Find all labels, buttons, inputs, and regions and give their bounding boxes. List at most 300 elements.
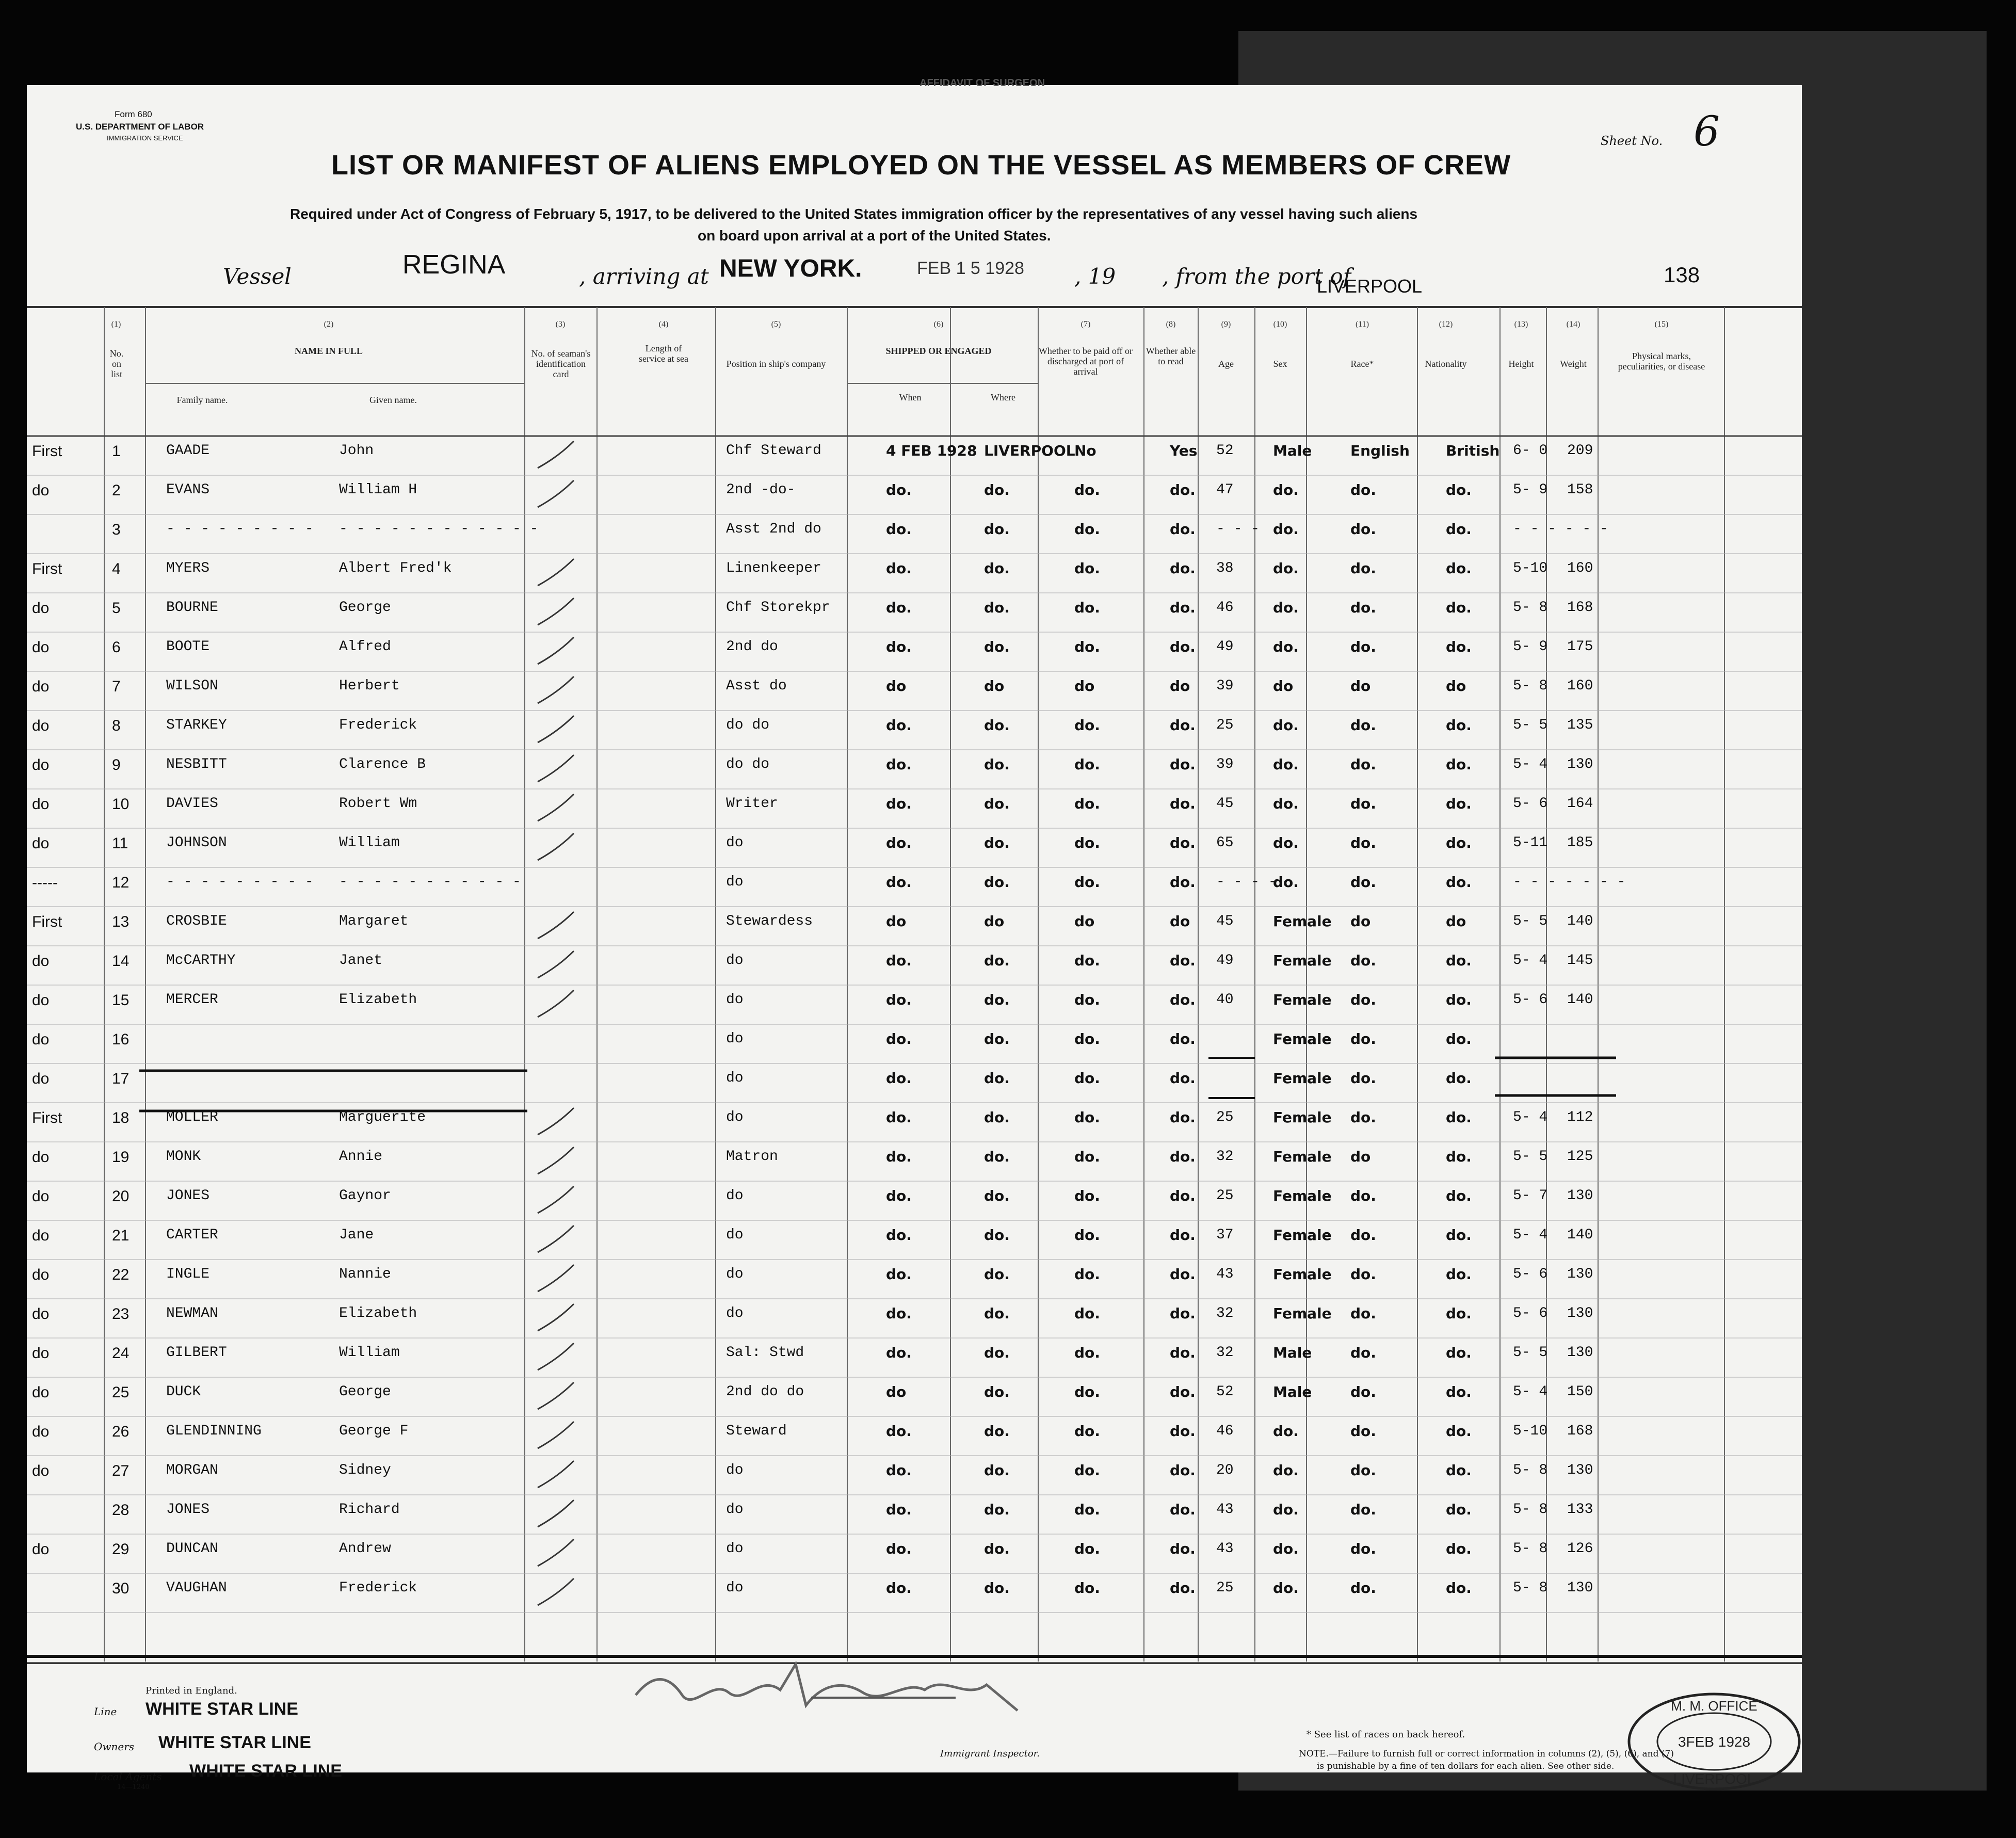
cell-family: GAADE	[166, 443, 210, 459]
cell-age: 37	[1216, 1227, 1234, 1243]
cell-pos: do	[726, 874, 744, 890]
cell-sex: do.	[1273, 1579, 1299, 1597]
cell-when: do.	[886, 1070, 912, 1087]
sheet-label: Sheet No.	[1601, 134, 1663, 148]
cell-ht: 6- 0	[1513, 443, 1548, 459]
header-sex: Sex	[1273, 359, 1287, 369]
cell-ht: 5- 4	[1513, 756, 1548, 772]
col-num-2: (2)	[324, 320, 334, 329]
cell-wt: 145	[1567, 953, 1593, 969]
owners-value: WHITE STAR LINE	[158, 1733, 311, 1752]
cell-cls: do	[32, 1149, 50, 1166]
cell-where: do	[984, 913, 1005, 930]
col-num-11: (11)	[1355, 320, 1369, 329]
cell-paid: do.	[1074, 717, 1100, 734]
cell-race: do.	[1350, 1266, 1376, 1283]
cell-where: do.	[984, 1344, 1010, 1361]
cell-family: MOLLER	[166, 1109, 218, 1125]
cell-race: do.	[1350, 560, 1376, 577]
cell-given: Andrew	[339, 1541, 391, 1557]
cell-pos: do	[726, 1305, 744, 1321]
cell-race: do.	[1350, 1187, 1376, 1204]
cell-when: do.	[886, 1148, 912, 1165]
header-name-in-full: NAME IN FULL	[294, 346, 363, 356]
cell-age: - - - -	[1216, 874, 1277, 890]
cell-family: NEWMAN	[166, 1305, 218, 1321]
cell-family: MORGAN	[166, 1462, 218, 1478]
cell-paid: do.	[1074, 1227, 1100, 1244]
cell-given: Janet	[339, 953, 383, 969]
cell-pos: do	[726, 1462, 744, 1478]
cell-wt: 209	[1567, 443, 1593, 459]
cell-nat: do	[1446, 913, 1466, 930]
cell-cls: do	[32, 600, 50, 617]
line-value: WHITE STAR LINE	[146, 1699, 298, 1719]
cell-ht: - - - - - -	[1513, 521, 1608, 537]
cell-no: 13	[112, 913, 130, 930]
cell-read: do	[1170, 678, 1190, 695]
cell-no: 28	[112, 1502, 130, 1519]
header-race: Race*	[1350, 359, 1374, 369]
cell-nat: do.	[1446, 1540, 1472, 1557]
cell-ht: 5- 5	[1513, 913, 1548, 929]
cell-when: do.	[886, 756, 912, 773]
cell-sex: do.	[1273, 1462, 1299, 1479]
cell-when: do.	[886, 1501, 912, 1518]
header-no-on-list: No. on list	[109, 348, 124, 379]
cell-where: do.	[984, 1227, 1010, 1244]
cell-paid: do.	[1074, 1187, 1100, 1204]
cell-nat: do.	[1446, 1462, 1472, 1479]
stamp-date-text: 3FEB 1928	[1678, 1734, 1751, 1750]
cell-paid: do.	[1074, 1030, 1100, 1047]
cell-cls: First	[32, 1109, 62, 1126]
form-number: Form 680	[115, 109, 152, 119]
cell-where: do.	[984, 1305, 1010, 1322]
cell-nat: do.	[1446, 834, 1472, 851]
cell-where: do.	[984, 599, 1010, 616]
cell-no: 22	[112, 1266, 130, 1283]
cell-race: do.	[1350, 874, 1376, 891]
cell-wt: 158	[1567, 482, 1593, 498]
cell-when: do.	[886, 560, 912, 577]
port-of-departure: LIVERPOOL	[1317, 276, 1423, 297]
printed-in: Printed in England.	[146, 1685, 237, 1696]
cell-wt: 130	[1567, 1345, 1593, 1361]
cell-sex: do.	[1273, 638, 1299, 655]
cell-ht: 5- 8	[1513, 600, 1548, 616]
cell-no: 21	[112, 1227, 130, 1244]
cell-given: Jane	[339, 1227, 374, 1243]
cell-pos: Asst do	[726, 678, 787, 694]
cell-no: 11	[112, 835, 128, 852]
cell-no: 25	[112, 1384, 130, 1401]
cell-nat: do.	[1446, 952, 1472, 969]
cell-race: do.	[1350, 1579, 1376, 1597]
cell-where: do.	[984, 1423, 1010, 1440]
cell-where: LIVERPOOL	[984, 442, 1075, 459]
cell-wt: 168	[1567, 600, 1593, 616]
cell-race: do	[1350, 678, 1371, 695]
cell-sex: do.	[1273, 717, 1299, 734]
cell-wt: 135	[1567, 717, 1593, 733]
cell-read: do.	[1170, 1501, 1196, 1518]
inspector-label: Immigrant Inspector.	[940, 1748, 1040, 1759]
cell-sex: do.	[1273, 521, 1299, 538]
cell-wt: 130	[1567, 1266, 1593, 1282]
cell-wt: 150	[1567, 1384, 1593, 1400]
cell-pos: do	[726, 1070, 744, 1086]
cell-family: MYERS	[166, 560, 210, 576]
cell-age: 52	[1216, 1384, 1234, 1400]
arriving-label: , arriving at	[579, 264, 709, 289]
cell-wt: 130	[1567, 756, 1593, 772]
col-num-5: (5)	[771, 320, 781, 329]
cell-given: William	[339, 1345, 400, 1361]
cell-ht: 5- 6	[1513, 796, 1548, 812]
col-num-8: (8)	[1166, 320, 1176, 329]
cell-read: do.	[1170, 991, 1196, 1008]
header-family-name: Family name.	[176, 395, 228, 405]
cell-when: do.	[886, 1344, 912, 1361]
cell-when: do.	[886, 1266, 912, 1283]
cell-no: 8	[112, 717, 121, 734]
cell-wt: 160	[1567, 678, 1593, 694]
cell-cls: do	[32, 1423, 50, 1440]
cell-family: MERCER	[166, 992, 218, 1008]
note-line1: NOTE.—Failure to furnish full or correct information in columns (2), (5), (6), and (7)	[1299, 1749, 1674, 1759]
col-num-9: (9)	[1221, 320, 1231, 329]
cell-sex: Female	[1273, 952, 1332, 969]
cell-paid: do.	[1074, 952, 1100, 969]
owners-label: Owners	[94, 1740, 135, 1753]
top-note: AFFIDAVIT OF SURGEON	[920, 77, 1045, 89]
cell-pos: do do	[726, 756, 770, 772]
cell-wt: 168	[1567, 1423, 1593, 1439]
cell-given: Annie	[339, 1149, 383, 1165]
cell-sex: do	[1273, 678, 1294, 695]
cell-wt: 130	[1567, 1188, 1593, 1204]
cell-pos: do	[726, 1502, 744, 1518]
cell-pos: Matron	[726, 1149, 778, 1165]
cell-ht: 5- 6	[1513, 992, 1548, 1008]
cell-paid: do.	[1074, 756, 1100, 773]
cell-ht: 5- 5	[1513, 717, 1548, 733]
cell-pos: do	[726, 1188, 744, 1204]
cell-pos: Stewardess	[726, 913, 813, 929]
page-number: 138	[1664, 263, 1700, 287]
cell-given: - - - - - - - - - - -	[339, 874, 521, 890]
cell-no: 1	[112, 443, 121, 460]
cell-age: 45	[1216, 913, 1234, 929]
cell-sex: Female	[1273, 1305, 1332, 1322]
cell-sex: Female	[1273, 1148, 1332, 1165]
cell-pos: 2nd -do-	[726, 482, 796, 498]
cell-paid: do.	[1074, 1266, 1100, 1283]
cell-where: do.	[984, 756, 1010, 773]
cell-age: 43	[1216, 1541, 1234, 1557]
cell-sex: Male	[1273, 1344, 1312, 1361]
cell-given: Herbert	[339, 678, 400, 694]
cell-no: 9	[112, 756, 121, 773]
cell-family: CARTER	[166, 1227, 218, 1243]
cell-sex: Female	[1273, 1266, 1332, 1283]
cell-wt: 140	[1567, 1227, 1593, 1243]
cell-when: do.	[886, 991, 912, 1008]
cell-where: do.	[984, 874, 1010, 891]
cell-paid: do.	[1074, 1462, 1100, 1479]
cell-pos: do	[726, 992, 744, 1008]
cell-pos: Asst 2nd do	[726, 521, 821, 537]
cell-age: 25	[1216, 717, 1234, 733]
header-where: Where	[991, 392, 1015, 402]
header-able-to-read: Whether able to read	[1146, 346, 1196, 366]
cell-paid: do.	[1074, 599, 1100, 616]
cell-where: do.	[984, 795, 1010, 812]
cell-family: BOURNE	[166, 600, 218, 616]
cell-when: do	[886, 678, 907, 695]
cell-nat: do.	[1446, 1227, 1472, 1244]
cell-race: do	[1350, 1148, 1371, 1165]
cell-age: 39	[1216, 678, 1234, 694]
cell-pos: Steward	[726, 1423, 787, 1439]
cell-paid: do.	[1074, 1501, 1100, 1518]
cell-age: 25	[1216, 1188, 1234, 1204]
cell-no: 10	[112, 796, 130, 813]
cell-where: do.	[984, 1187, 1010, 1204]
col-num-3: (3)	[555, 320, 566, 329]
cell-cls: do	[32, 835, 50, 852]
cell-read: do.	[1170, 1383, 1196, 1400]
header-when: When	[899, 392, 922, 402]
mm-office-stamp	[1624, 1690, 1804, 1793]
cell-ht: 5- 8	[1513, 1502, 1548, 1518]
cell-ht: 5- 4	[1513, 953, 1548, 969]
cell-no: 6	[112, 639, 121, 656]
cell-given: Margaret	[339, 913, 409, 929]
cell-sex: Female	[1273, 1030, 1332, 1047]
cell-pos: do	[726, 835, 744, 851]
cell-when: 4 FEB 1928	[886, 442, 977, 459]
cell-paid: do.	[1074, 1305, 1100, 1322]
cell-read: do.	[1170, 599, 1196, 616]
cell-cls: First	[32, 560, 62, 577]
note-line2: is punishable by a fine of ten dollars for each alien. See other side.	[1317, 1761, 1615, 1771]
cell-read: do.	[1170, 1423, 1196, 1440]
cell-nat: do.	[1446, 1070, 1472, 1087]
cell-when: do.	[886, 599, 912, 616]
cell-read: do.	[1170, 1030, 1196, 1047]
cell-where: do.	[984, 834, 1010, 851]
cell-paid: do.	[1074, 1148, 1100, 1165]
cell-nat: do.	[1446, 717, 1472, 734]
cell-ht: 5-10	[1513, 560, 1548, 576]
cell-pos: Linenkeeper	[726, 560, 821, 576]
cell-ht: 5- 6	[1513, 1266, 1548, 1282]
cell-nat: do.	[1446, 599, 1472, 616]
cell-sex: do.	[1273, 874, 1299, 891]
cell-pos: do	[726, 1109, 744, 1125]
cell-family: GLENDINNING	[166, 1423, 262, 1439]
header-weight: Weight	[1560, 359, 1587, 369]
cell-given: Albert Fred'k	[339, 560, 452, 576]
header-age: Age	[1218, 359, 1234, 369]
cell-where: do.	[984, 521, 1010, 538]
cell-cls: do	[32, 992, 50, 1009]
vessel-name: REGINA	[402, 250, 506, 280]
cell-given: Clarence B	[339, 756, 426, 772]
cell-when: do.	[886, 1187, 912, 1204]
cell-wt: 125	[1567, 1149, 1593, 1165]
cell-family: NESBITT	[166, 756, 227, 772]
form-code: 14—1240	[117, 1783, 150, 1791]
cell-race: do.	[1350, 1501, 1376, 1518]
cell-read: do.	[1170, 795, 1196, 812]
cell-paid: do.	[1074, 481, 1100, 498]
cell-nat: do.	[1446, 1423, 1472, 1440]
cell-age: 20	[1216, 1462, 1234, 1478]
col-num-15: (15)	[1654, 320, 1669, 329]
year-label: , 19	[1074, 264, 1116, 289]
cell-wt: 130	[1567, 1580, 1593, 1596]
cell-pos: do	[726, 1031, 744, 1047]
cell-read: do.	[1170, 1540, 1196, 1557]
cell-paid: No	[1074, 442, 1096, 459]
sheet-number: 6	[1694, 107, 1720, 155]
cell-when: do.	[886, 795, 912, 812]
cell-nat: do	[1446, 678, 1466, 695]
cell-paid: do.	[1074, 1344, 1100, 1361]
cell-family: - - - - - - - - -	[166, 521, 314, 537]
cell-given: William	[339, 835, 400, 851]
cell-cls: do	[32, 1031, 50, 1048]
cell-paid: do.	[1074, 1423, 1100, 1440]
cell-no: 20	[112, 1188, 130, 1205]
page-title: LIST OR MANIFEST OF ALIENS EMPLOYED ON THE VESSEL AS MEMBERS OF CREW	[331, 150, 1511, 181]
cell-where: do.	[984, 717, 1010, 734]
cell-cls: do	[32, 1070, 50, 1087]
cell-where: do	[984, 678, 1005, 695]
cell-given: Frederick	[339, 1580, 417, 1596]
cell-no: 27	[112, 1462, 130, 1479]
cell-read: do.	[1170, 1462, 1196, 1479]
cell-where: do.	[984, 1501, 1010, 1518]
cell-given: Elizabeth	[339, 992, 417, 1008]
cell-ht: 5- 4	[1513, 1227, 1548, 1243]
cell-cls: First	[32, 443, 62, 460]
cell-pos: do	[726, 953, 744, 969]
cell-given: Marguerite	[339, 1109, 426, 1125]
cell-age: 43	[1216, 1266, 1234, 1282]
header-position: Position in ship's company	[726, 359, 826, 369]
cell-no: 18	[112, 1109, 130, 1126]
cell-read: do.	[1170, 874, 1196, 891]
cell-wt: 112	[1567, 1109, 1593, 1125]
cell-family: STARKEY	[166, 717, 227, 733]
cell-given: George	[339, 600, 391, 616]
cell-wt: 140	[1567, 913, 1593, 929]
cell-pos: 2nd do do	[726, 1384, 804, 1400]
cell-no: 24	[112, 1345, 130, 1362]
cell-when: do.	[886, 1579, 912, 1597]
header-shipped-engaged: SHIPPED OR ENGAGED	[885, 346, 992, 356]
cell-wt: 140	[1567, 992, 1593, 1008]
cell-cls: do	[32, 1227, 50, 1244]
cell-when: do.	[886, 1540, 912, 1557]
cell-age: 65	[1216, 835, 1234, 851]
cell-age: 38	[1216, 560, 1234, 576]
cell-age: 39	[1216, 756, 1234, 772]
cell-where: do.	[984, 1579, 1010, 1597]
cell-wt: 130	[1567, 1305, 1593, 1321]
cell-where: do.	[984, 1540, 1010, 1557]
cell-race: do	[1350, 913, 1371, 930]
cell-age: 49	[1216, 953, 1234, 969]
cell-no: 23	[112, 1305, 130, 1323]
cell-race: do.	[1350, 717, 1376, 734]
cell-age: 43	[1216, 1502, 1234, 1518]
cell-no: 14	[112, 953, 130, 970]
cell-race: do.	[1350, 952, 1376, 969]
cell-race: do.	[1350, 1070, 1376, 1087]
cell-read: do.	[1170, 1109, 1196, 1126]
races-note: * See list of races on back hereof.	[1307, 1729, 1465, 1740]
cell-given: John	[339, 443, 374, 459]
cell-given: George	[339, 1384, 391, 1400]
cell-no: 2	[112, 482, 121, 499]
cell-cls: do	[32, 1541, 50, 1558]
cell-paid: do.	[1074, 834, 1100, 851]
cell-age: 32	[1216, 1305, 1234, 1321]
cell-paid: do.	[1074, 521, 1100, 538]
cell-nat: do.	[1446, 1187, 1472, 1204]
cell-nat: do.	[1446, 638, 1472, 655]
cell-race: do.	[1350, 1540, 1376, 1557]
cell-no: 5	[112, 600, 121, 617]
cell-nat: do.	[1446, 1109, 1472, 1126]
cell-age: 25	[1216, 1580, 1234, 1596]
cell-where: do.	[984, 481, 1010, 498]
cell-age: 40	[1216, 992, 1234, 1008]
col-num-10: (10)	[1273, 320, 1287, 329]
cell-sex: do.	[1273, 1540, 1299, 1557]
cell-sex: Female	[1273, 1227, 1332, 1244]
cell-where: do.	[984, 1266, 1010, 1283]
cell-no: 19	[112, 1149, 130, 1166]
cell-family: EVANS	[166, 482, 210, 498]
cell-read: do.	[1170, 1266, 1196, 1283]
cell-age: 52	[1216, 443, 1234, 459]
cell-age: 46	[1216, 600, 1234, 616]
cell-paid: do	[1074, 678, 1095, 695]
cell-race: do.	[1350, 481, 1376, 498]
cell-ht: 5- 8	[1513, 678, 1548, 694]
cell-given: William H	[339, 482, 417, 498]
cell-given: Frederick	[339, 717, 417, 733]
cell-sex: Female	[1273, 913, 1332, 930]
cell-ht: 5- 8	[1513, 1580, 1548, 1596]
cell-family: GILBERT	[166, 1345, 227, 1361]
col-num-6: (6)	[933, 320, 944, 329]
cell-nat: do.	[1446, 481, 1472, 498]
cell-nat: do.	[1446, 1383, 1472, 1400]
cell-family: JONES	[166, 1502, 210, 1518]
cell-where: do.	[984, 1109, 1010, 1126]
cell-wt: 133	[1567, 1502, 1593, 1518]
cell-no: 12	[112, 874, 130, 891]
cell-paid: do.	[1074, 638, 1100, 655]
cell-paid: do.	[1074, 560, 1100, 577]
